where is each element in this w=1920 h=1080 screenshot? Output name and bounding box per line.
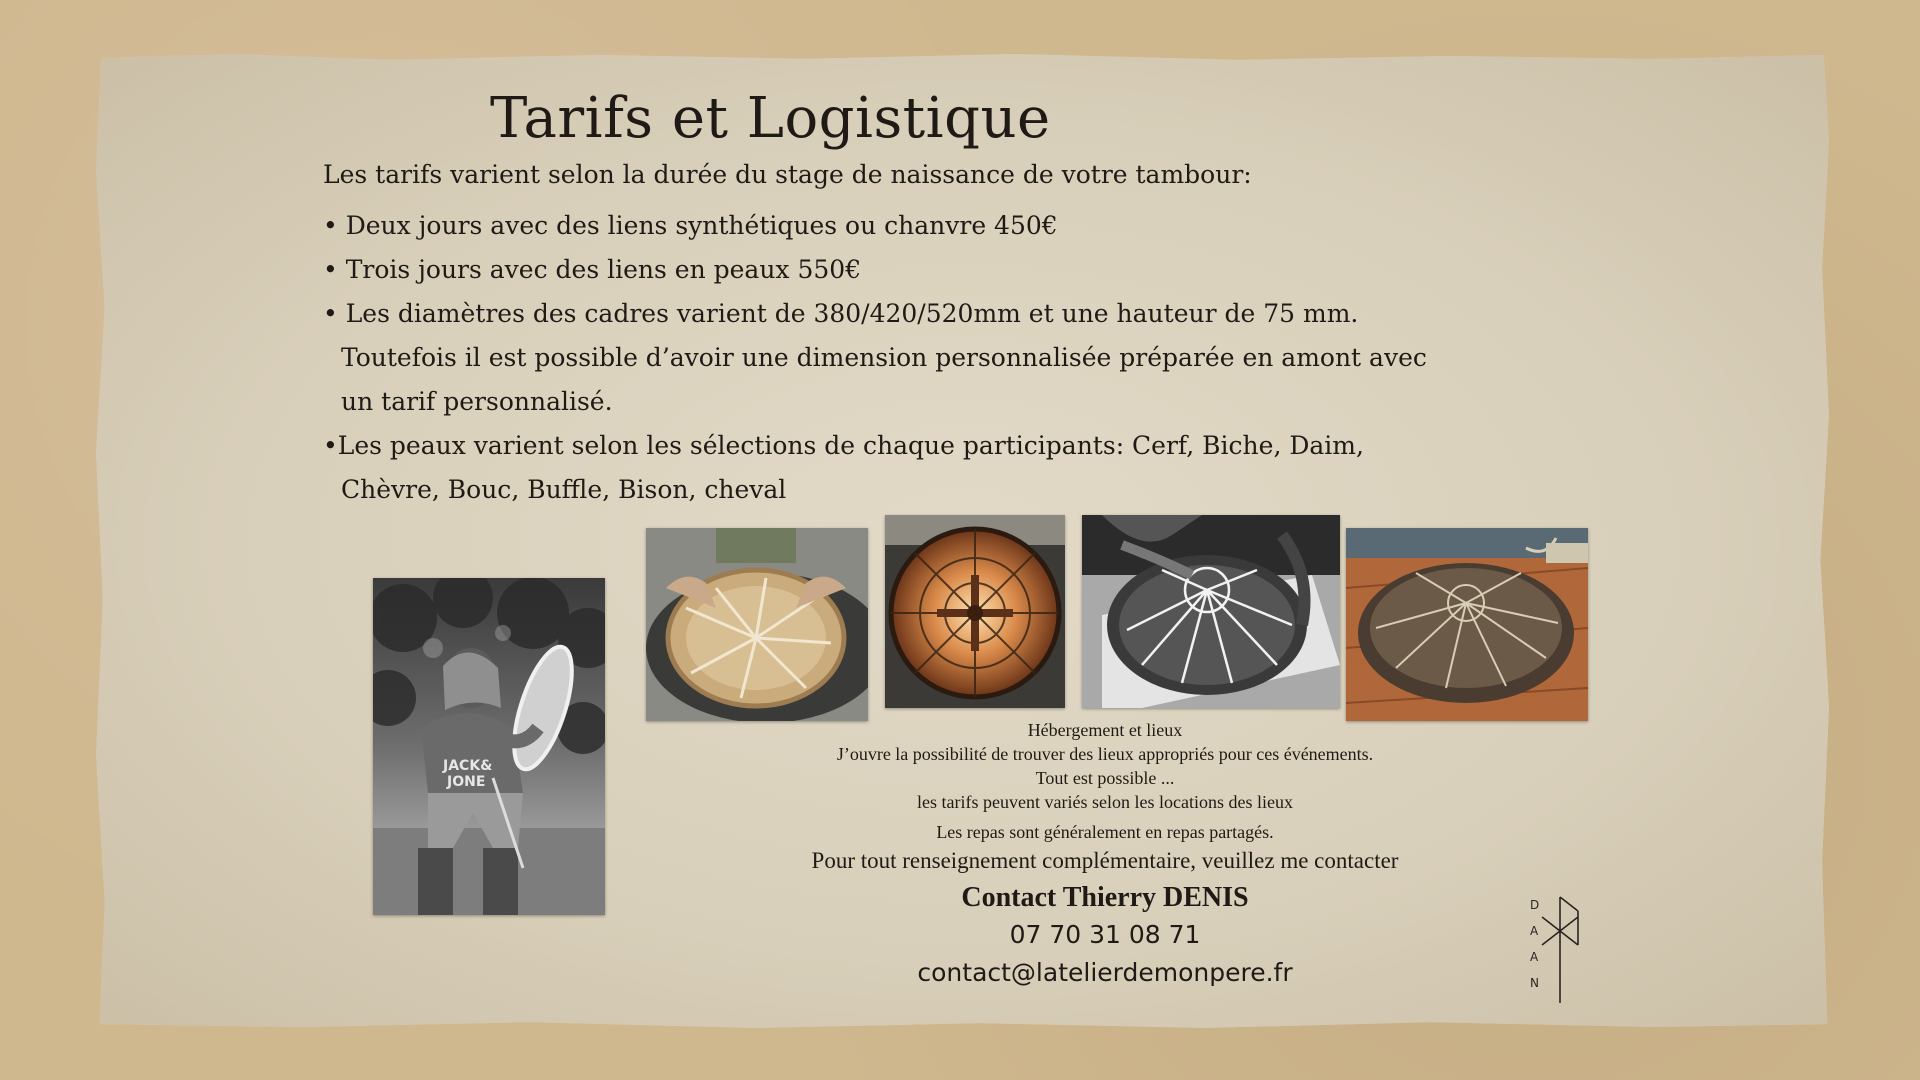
logo-letter-1: D (1530, 898, 1540, 912)
drum-backlit-illustration (885, 515, 1065, 708)
drum-bw-illustration (1082, 515, 1340, 708)
bullet-skins: •Les peaux varient selon les sélections de chaque participants: Cerf, Biche, Daim, (323, 431, 1364, 460)
pricing-list (323, 204, 1443, 512)
logo-letter-2: A (1530, 924, 1539, 938)
drum-photo-backlit (885, 515, 1065, 708)
drum-lacing-illustration (646, 528, 868, 721)
logo-letter-3: A (1530, 950, 1539, 964)
lodging-heading: Hébergement et lieux (1027, 720, 1183, 740)
bullet-diameters: • Les diamètres des cadres varient de 380/420/520mm et une hauteur de 75 mm. (323, 299, 1359, 328)
drum-photo-lacing (646, 528, 868, 721)
info-block (700, 718, 1510, 992)
shirt-text-1: JACK& (443, 758, 493, 774)
bullet-skins-cont: Chèvre, Bouc, Buffle, Bison, cheval (341, 475, 787, 504)
lodging-line: J’ouvre la possibilité de trouver des lieux appropriés pour ces événements. (836, 744, 1374, 764)
bullet-diameters-cont-2: un tarif personnalisé. (341, 387, 613, 416)
drum-photo-table (1346, 528, 1588, 721)
drum-photo-bw (1082, 515, 1340, 708)
bullet-three-days: • Trois jours avec des liens en peaux 550€ (323, 255, 862, 284)
intro-text: Les tarifs varient selon la durée du stage de naissance de votre tambour: (323, 160, 1252, 189)
page-title: Tarifs et Logistique (490, 86, 1051, 151)
contact-name: Contact Thierry DENIS (961, 882, 1249, 913)
possible-line: Tout est possible ... (1035, 768, 1175, 788)
portrait-photo (373, 578, 605, 915)
daan-logo (1520, 895, 1580, 1005)
more-info-line: Pour tout renseignement complémentaire, veuillez me contacter (811, 848, 1399, 873)
bullet-two-days: • Deux jours avec des liens synthétiques ou chanvre 450€ (323, 211, 1058, 240)
drum-table-illustration (1346, 528, 1588, 721)
shirt-text-2: JONE (447, 774, 486, 790)
prices-vary-line: les tarifs peuvent variés selon les locations des lieux (917, 792, 1293, 812)
contact-phone[interactable]: 07 70 31 08 71 (1009, 920, 1201, 949)
portrait-illustration (373, 578, 605, 915)
meals-line: Les repas sont généralement en repas partagés. (936, 822, 1274, 842)
bullet-diameters-cont-1: Toutefois il est possible d’avoir une dimension personnalisée préparée en amont avec (341, 343, 1427, 372)
contact-email[interactable]: contact@latelierdemonpere.fr (917, 958, 1293, 987)
logo-letter-4: N (1530, 976, 1539, 990)
